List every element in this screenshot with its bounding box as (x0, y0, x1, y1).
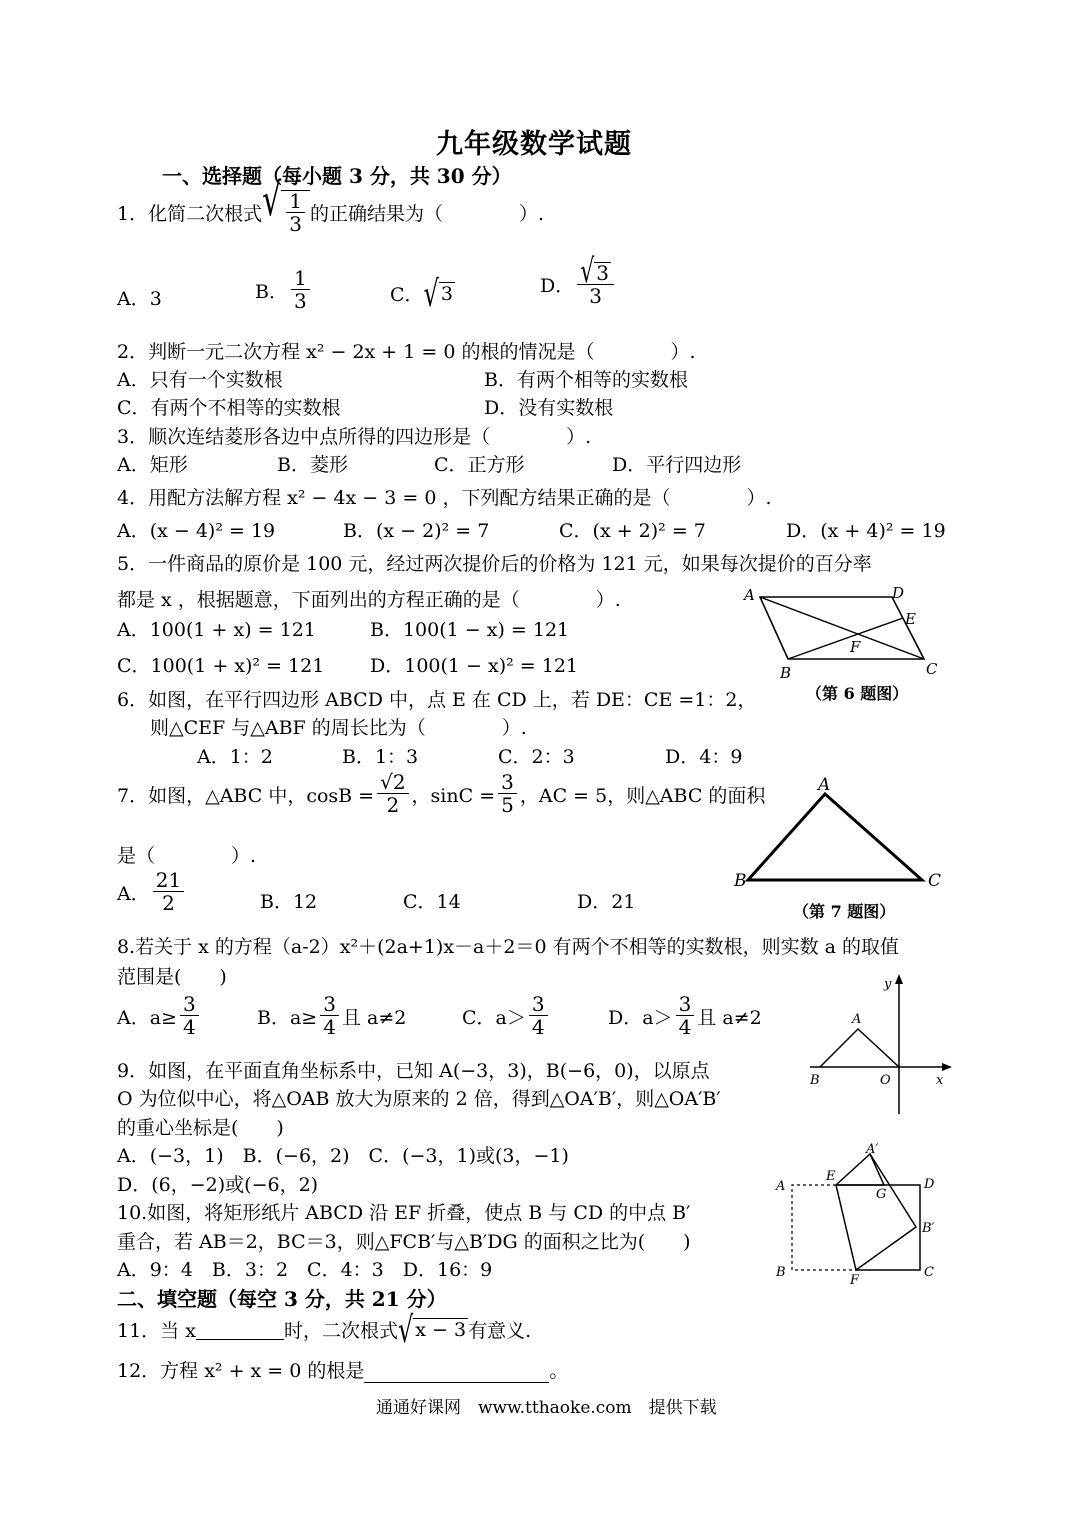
question-7-line2: 是（ ）. (117, 845, 257, 867)
question-11: 11．当 x 时，二次根式 √ x − 3 有意义. (117, 1308, 532, 1351)
fig9-label-b: B (810, 1073, 820, 1088)
section-choice-heading: 一、选择题（每小题 3 分，共 30 分） (162, 164, 512, 188)
question-2: 2．判断一元二次方程 x² − 2x + 1 = 0 的根的情况是（ ）. (117, 341, 696, 363)
figure-6-caption: （第 6 题图） (806, 684, 909, 703)
q8-option-c: C．a＞ $\frac{3}{4}$ (462, 994, 551, 1038)
fig6-label-b: B (780, 664, 792, 682)
fig10-label-a: A (776, 1179, 786, 1194)
question-5-line1: 5．一件商品的原价是 100 元，经过两次提价后的价格为 121 元，如果每次提价的百分率 (117, 553, 872, 575)
q3-option-a: A．矩形 (117, 454, 188, 476)
q8-option-b: B．a≥ $\frac{3}{4}$ 且 a≠2 (257, 992, 407, 1039)
fig6-label-c: C (926, 660, 938, 678)
question-12: 12．方程 x² + x = 0 的根是 。 (117, 1360, 569, 1382)
q1-option-c: C． √ 3 (390, 272, 453, 315)
question-9-option-d: D．(6，−2)或(−6，2) (117, 1174, 319, 1196)
fig7-label-c: C (928, 871, 942, 891)
q5-option-b: B．100(1 − x) = 121 (370, 619, 570, 641)
figure-7-triangle (730, 772, 950, 892)
page-title: 九年级数学试题 (436, 129, 632, 160)
question-8-line1: 8.若关于 x 的方程（a-2）x²＋(2a+1)x－a＋2＝0 有两个不相等的实数根，则实数 a 的取值 (117, 936, 900, 958)
question-10-line1: 10.如图，将矩形纸片 ABCD 沿 EF 折叠，使点 B 与 CD 的中点 B′ (117, 1202, 691, 1224)
q7-option-c: C．14 (403, 891, 461, 913)
q1-frac-den: 3 (289, 212, 302, 236)
fig10-label-a-prime: A′ (866, 1142, 879, 1157)
section-fill-heading: 二、填空题（每空 3 分，共 21 分） (117, 1287, 447, 1311)
question-3: 3．顺次连结菱形各边中点所得的四边形是（ ）. (117, 426, 592, 448)
question-6-line2: 则△CEF 与△ABF 的周长比为（ ）. (150, 717, 527, 739)
q7-option-b: B．12 (260, 891, 318, 913)
q5-option-a: A．100(1 + x) = 121 (117, 619, 316, 641)
figure-6-parallelogram (740, 584, 950, 684)
question-10-line2: 重合，若 AB＝2，BC＝3，则△FCB′与△B′DG 的面积之比为( ) (117, 1231, 691, 1253)
q2-option-a: A．只有一个实数根 (117, 369, 283, 391)
fig9-label-x: x (936, 1073, 944, 1088)
fig10-label-b-prime: B′ (922, 1221, 935, 1236)
fig9-label-o: O (880, 1073, 891, 1088)
question-9-options-abc: A．(−3，1) B．(−6，2) C．(−3，1)或(3，−1) (117, 1145, 569, 1167)
question-7-line1: 7．如图，△ABC 中，cosB = $\frac{√2}{2}$ ，sinC = $\frac{3}{5}$ ，AC = 5，则△ABC 的面积 (117, 770, 766, 817)
q2-option-c: C．有两个不相等的实数根 (117, 397, 341, 419)
question-9-line1: 9．如图，在平面直角坐标系中，已知 A(−3，3)，B(−6，0)，以原点 (117, 1060, 710, 1082)
fig7-label-b: B (734, 871, 747, 891)
q4-option-c: C．(x + 2)² = 7 (559, 520, 706, 542)
question-8-line2: 范围是( ) (117, 966, 227, 988)
q8-option-d: D．a＞ $\frac{3}{4}$ 且 a≠2 (608, 992, 762, 1039)
q2-option-d: D．没有实数根 (484, 397, 614, 419)
q6-option-a: A．1：2 (197, 746, 273, 768)
q1-option-a: A．3 (117, 288, 162, 310)
q12-answer-blank[interactable] (364, 1362, 549, 1383)
q6-option-d: D．4：9 (665, 746, 743, 768)
question-9-line2: O 为位似中心，将△OAB 放大为原来的 2 倍，得到△OA′B′，则△OA′B′ (117, 1088, 721, 1110)
q1-stem-post: 的正确结果为（ ）. (309, 203, 544, 225)
q1-option-b: B． $\frac{1}{3}$ (255, 268, 313, 312)
fig7-label-a: A (818, 775, 831, 795)
q2-option-b: B．有两个相等的实数根 (484, 369, 688, 391)
q6-option-c: C．2：3 (498, 746, 575, 768)
question-10-options: A．9：4 B．3：2 C．4：3 D．16：9 (117, 1259, 493, 1281)
q6-option-b: B．1：3 (342, 746, 419, 768)
q7-option-a: A． $\frac{21}{2}$ (117, 870, 187, 914)
question-4: 4．用配方法解方程 x² − 4x − 3 = 0 ，下列配方结果正确的是（ ）. (117, 487, 772, 509)
q3-option-d: D．平行四边形 (612, 454, 742, 476)
fig10-label-f: F (850, 1273, 860, 1288)
q7-option-d: D．21 (577, 891, 636, 913)
question-6-line1: 6．如图，在平行四边形 ABCD 中，点 E 在 CD 上，若 DE：CE =1：2， (117, 689, 757, 711)
q1-frac-num: 1 (286, 191, 305, 213)
q1-stem-pre: 1．化简二次根式 (117, 203, 263, 225)
fig6-label-a: A (744, 586, 755, 604)
fig6-label-f: F (850, 638, 861, 656)
q4-option-a: A．(x − 4)² = 19 (117, 520, 276, 542)
question-5-line2: 都是 x ，根据题意，下面列出的方程正确的是（ ）. (117, 589, 621, 611)
fig10-label-e: E (826, 1169, 836, 1184)
q3-option-c: C．正方形 (434, 454, 525, 476)
fig9-label-y: y (884, 977, 892, 992)
fig6-label-d: D (892, 584, 905, 602)
q4-option-b: B．(x − 2)² = 7 (343, 520, 490, 542)
q1-option-d: D． √ 3 3 (540, 262, 617, 307)
question-9-line3: 的重心坐标是( ) (117, 1117, 284, 1139)
fig6-label-e: E (905, 610, 916, 628)
q5-option-c: C．100(1 + x)² = 121 (117, 655, 325, 677)
q3-option-b: B．菱形 (277, 454, 348, 476)
page-footer: 通通好课网 www.tthaoke.com 提供下载 (376, 1398, 717, 1418)
fig10-label-b: B (776, 1265, 786, 1280)
q8-option-a: A．a≥ $\frac{3}{4}$ (117, 994, 202, 1038)
fig10-label-c: C (924, 1265, 934, 1280)
q11-answer-blank[interactable] (196, 1319, 284, 1340)
figure-9-coordinate-plane (800, 972, 960, 1117)
fig10-label-g: G (876, 1187, 887, 1202)
figure-7-caption: （第 7 题图） (793, 902, 896, 921)
q4-option-d: D．(x + 4)² = 19 (786, 520, 946, 542)
q1-sqrt: √ $\frac{1}{3}$ (262, 190, 310, 235)
fig9-label-a: A (852, 1012, 862, 1027)
q5-option-d: D．100(1 − x)² = 121 (370, 655, 579, 677)
fig10-label-d: D (924, 1177, 935, 1192)
figure-10-folded-rectangle (770, 1140, 945, 1288)
